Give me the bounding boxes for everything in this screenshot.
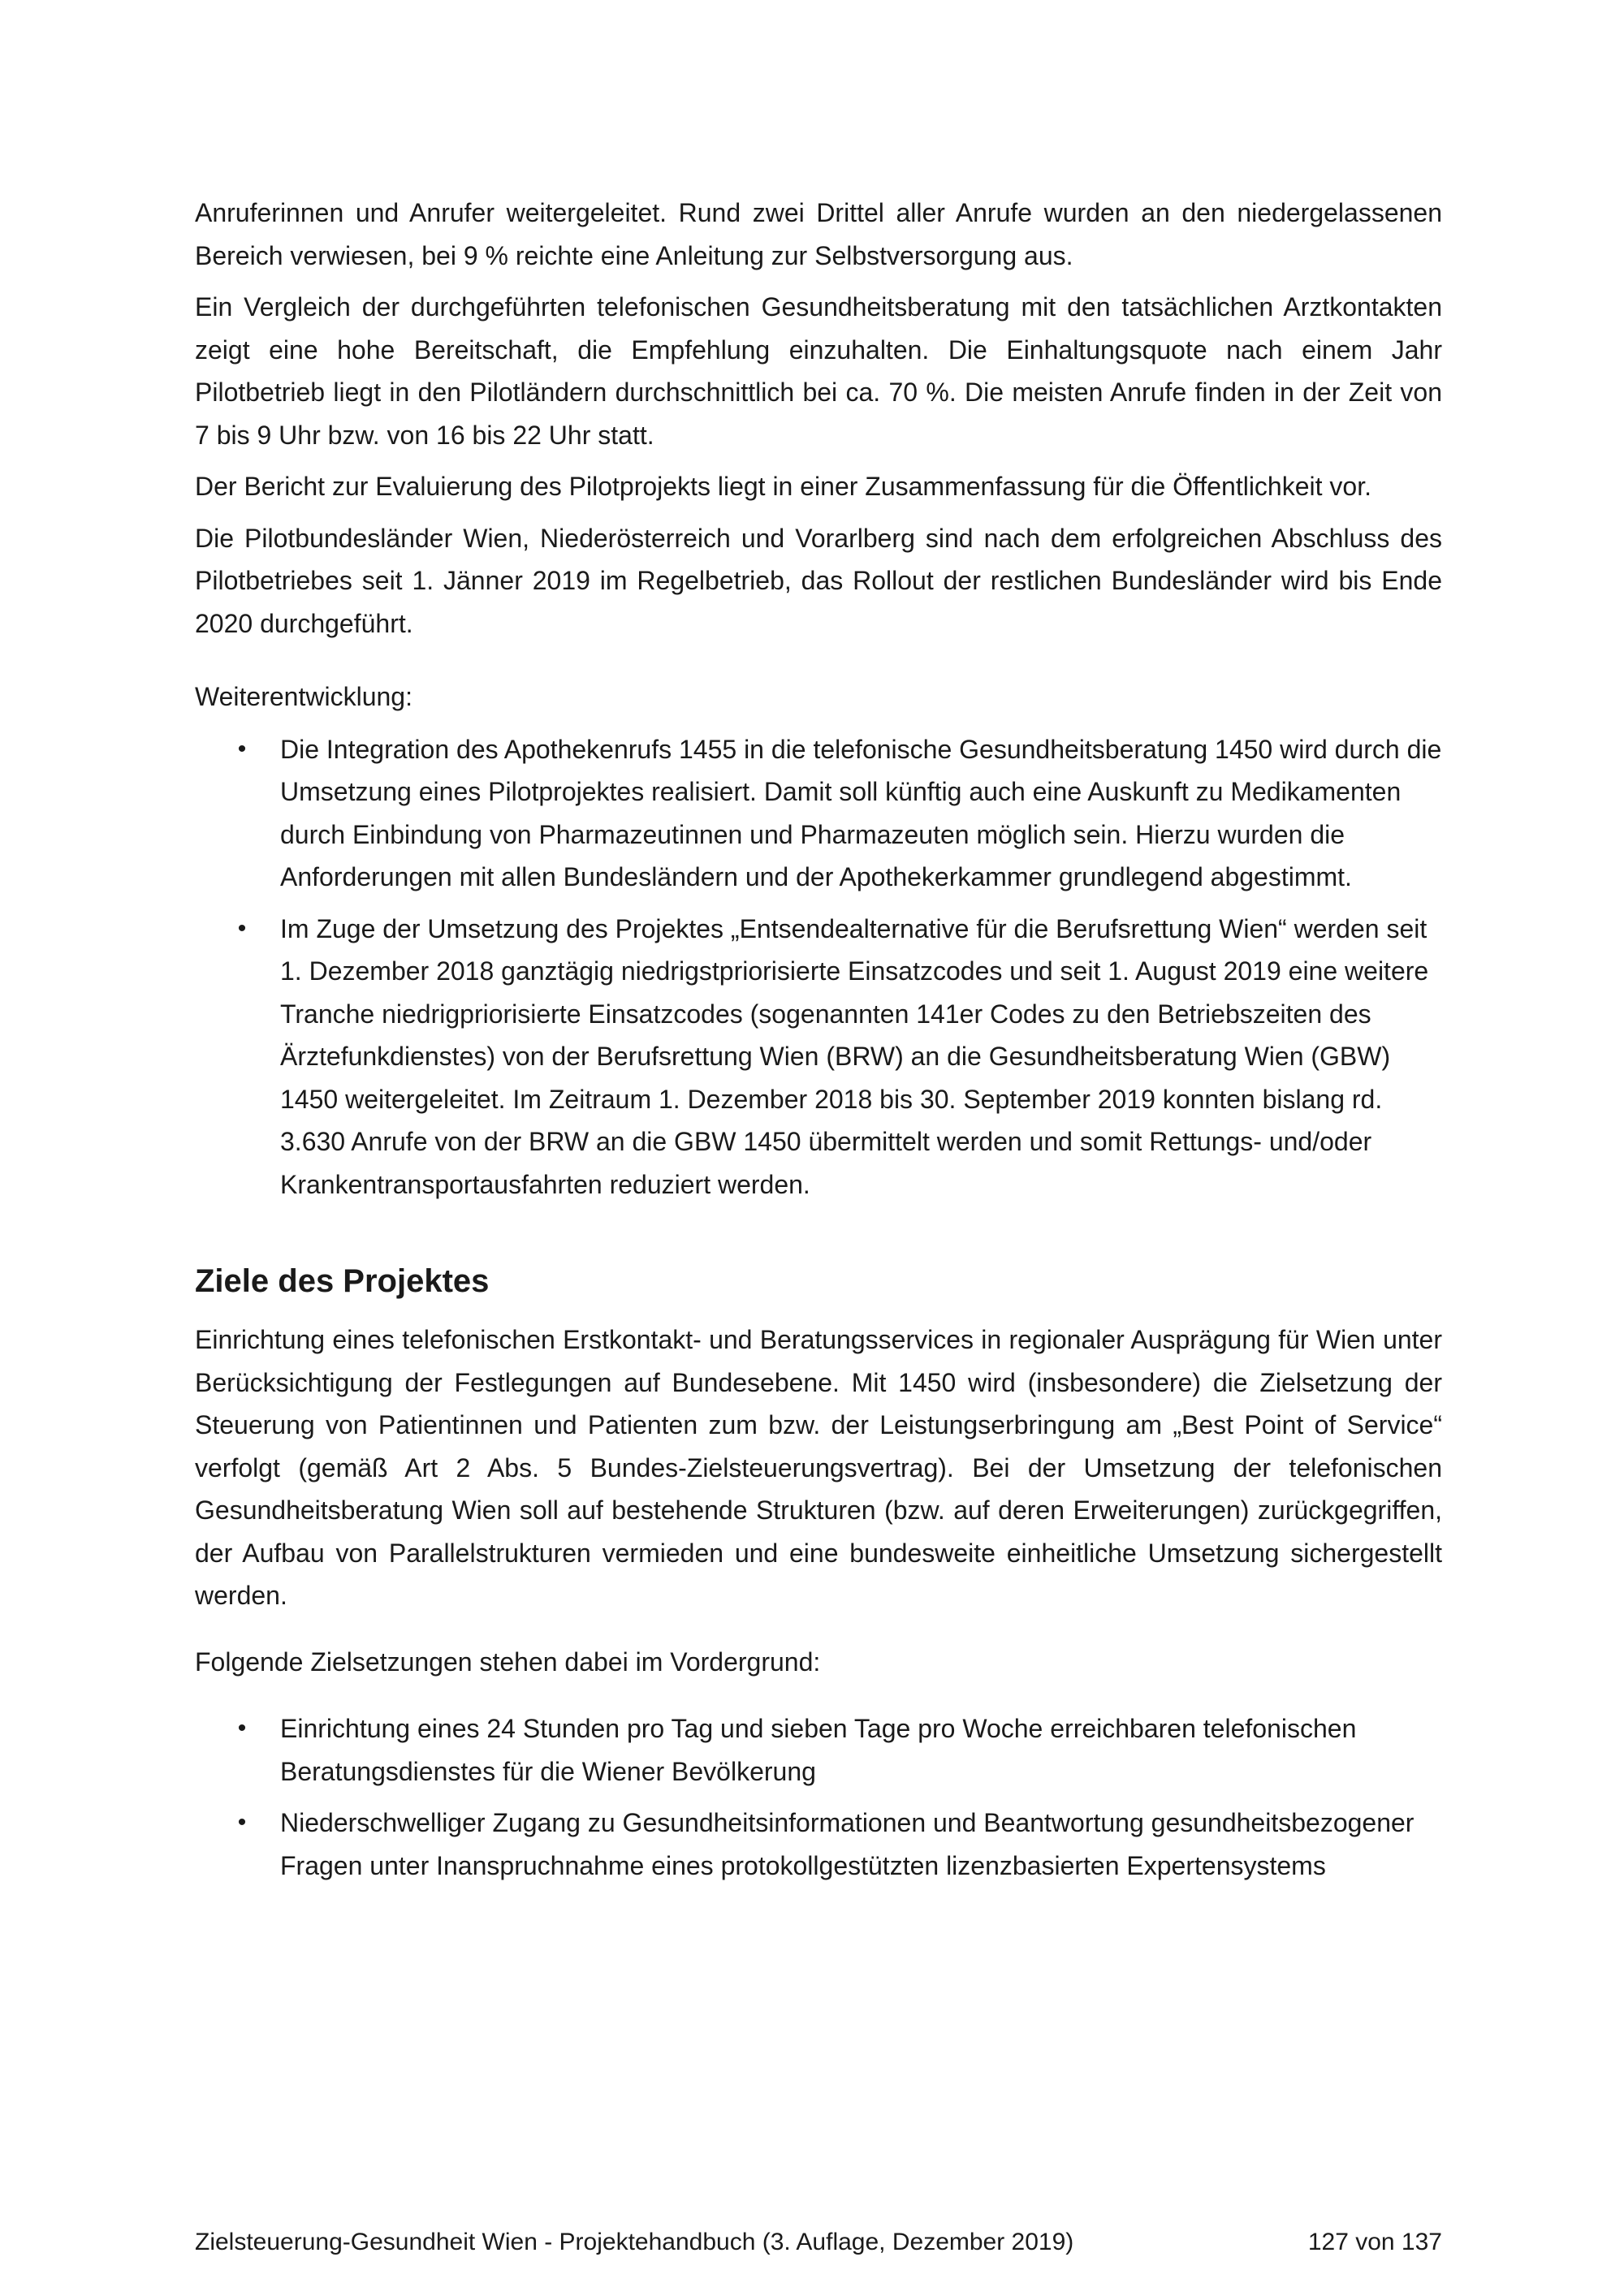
list-item-text: Die Integration des Apothekenrufs 1455 in die telefonische Gesundheitsberatung 1450 wird durch die Umsetzung eines Pilotprojektes realisiert. Damit soll künftig auch eine Auskunft zu Medikamenten durch Einbindung von Pharmazeutinnen und Pharmazeuten möglich sein. Hierzu wurden die Anforderungen mit allen Bundesländern und der Apothekerkammer grundlegend abgestimmt. xyxy=(280,734,1442,891)
bullet-icon: • xyxy=(237,735,247,762)
page-content xyxy=(195,192,1442,1896)
list-item-text: Im Zuge der Umsetzung des Projektes „Entsendealternative für die Berufsrettung Wien“ werden seit 1. Dezember 2018 ganztägig niedrigstpriorisierte Einsatzcodes und seit 1. August 2019 eine weitere Tranche niedrigpriorisierte Einsatzcodes (sogenannten 141er Codes zu den Betriebszeiten des Ärztefunkdienstes) von der Berufsrettung Wien (BRW) an die Gesundheitsberatung Wien (GBW) 1450 weitergeleitet. Im Zeitraum 1. Dezember 2018 bis 30. September 2019 konnten bislang rd. 3.630 Anrufe von der BRW an die GBW 1450 übermittelt werden und somit Rettungs- und/oder Krankentransportausfahrten reduziert werden. xyxy=(280,913,1429,1199)
ziele-label: Folgende Zielsetzungen stehen dabei im Vordergrund: xyxy=(195,1646,821,1677)
bullet-icon: • xyxy=(237,1809,247,1836)
page-footer xyxy=(195,2226,1442,2259)
paragraph: Ein Vergleich der durchgeführten telefonischen Gesundheitsberatung mit den tatsächlichen Arztkontakten zeigt eine hohe Bereitschaft, die Empfehlung einzuhalten. Die Einhaltungsquote nach einem Jahr Pilotbetrieb liegt in den Pilotländern durchschnittlich bei ca. 70 %. Die meisten Anrufe finden in der Zeit von 7 bis 9 Uhr bzw. von 16 bis 22 Uhr statt. xyxy=(195,292,1442,450)
bullet-icon: • xyxy=(237,914,247,942)
ziele-list xyxy=(195,1707,1442,1887)
paragraph: Einrichtung eines telefonischen Erstkontakt- und Beratungsservices in regionaler Ausprägung für Wien unter Berücksichtigung der Festlegungen auf Bundesebene. Mit 1450 wird (insbesondere) die Zielsetzung der Steuerung von Patientinnen und Patienten zum bzw. der Leistungserbringung am „Best Point of Service“ verfolgt (gemäß Art 2 Abs. 5 Bundes-Zielsteuerungsvertrag). Bei der Umsetzung der telefonischen Gesundheitsberatung Wien soll auf bestehende Strukturen (bzw. auf deren Erweiterungen) zurückgegriffen, der Aufbau von Parallelstrukturen vermieden und eine bundesweite einheitliche Umsetzung sichergestellt werden. xyxy=(195,1325,1442,1610)
list-item-text: Einrichtung eines 24 Stunden pro Tag und sieben Tage pro Woche erreichbaren telefonischen Beratungsdienstes für die Wiener Bevölkerung xyxy=(280,1714,1357,1786)
page-number: 127 von 137 xyxy=(1307,2229,1442,2255)
footer-title: Zielsteuerung-Gesundheit Wien - Projektehandbuch (3. Auflage, Dezember 2019) xyxy=(195,2229,1074,2255)
section-heading: Ziele des Projektes xyxy=(195,1263,490,1299)
paragraph: Der Bericht zur Evaluierung des Pilotprojekts liegt in einer Zusammenfassung für die Öffentlichkeit vor. xyxy=(195,472,1371,501)
list-item xyxy=(195,908,1442,1206)
list-item-text: Niederschwelliger Zugang zu Gesundheitsinformationen und Beantwortung gesundheitsbezogener Fragen unter Inanspruchnahme eines protokollgestützten lizenzbasierten Expertensystems xyxy=(280,1808,1415,1880)
list-item xyxy=(195,1707,1442,1793)
paragraph: Anruferinnen und Anrufer weitergeleitet. Rund zwei Drittel aller Anrufe wurden an den niedergelassenen Bereich verwiesen, bei 9 % reichte eine Anleitung zur Selbstversorgung aus. xyxy=(195,198,1442,270)
paragraph: Die Pilotbundesländer Wien, Niederösterreich und Vorarlberg sind nach dem erfolgreichen Abschluss des Pilotbetriebes seit 1. Jänner 2019 im Regelbetrieb, das Rollout der restlichen Bundesländer wird bis Ende 2020 durchgeführt. xyxy=(195,523,1442,638)
bullet-icon: • xyxy=(237,1715,247,1741)
list-item xyxy=(195,1802,1442,1887)
list-item xyxy=(195,728,1442,899)
weiterentwicklung-list xyxy=(195,728,1442,1206)
weiterentwicklung-label: Weiterentwicklung: xyxy=(195,682,412,711)
